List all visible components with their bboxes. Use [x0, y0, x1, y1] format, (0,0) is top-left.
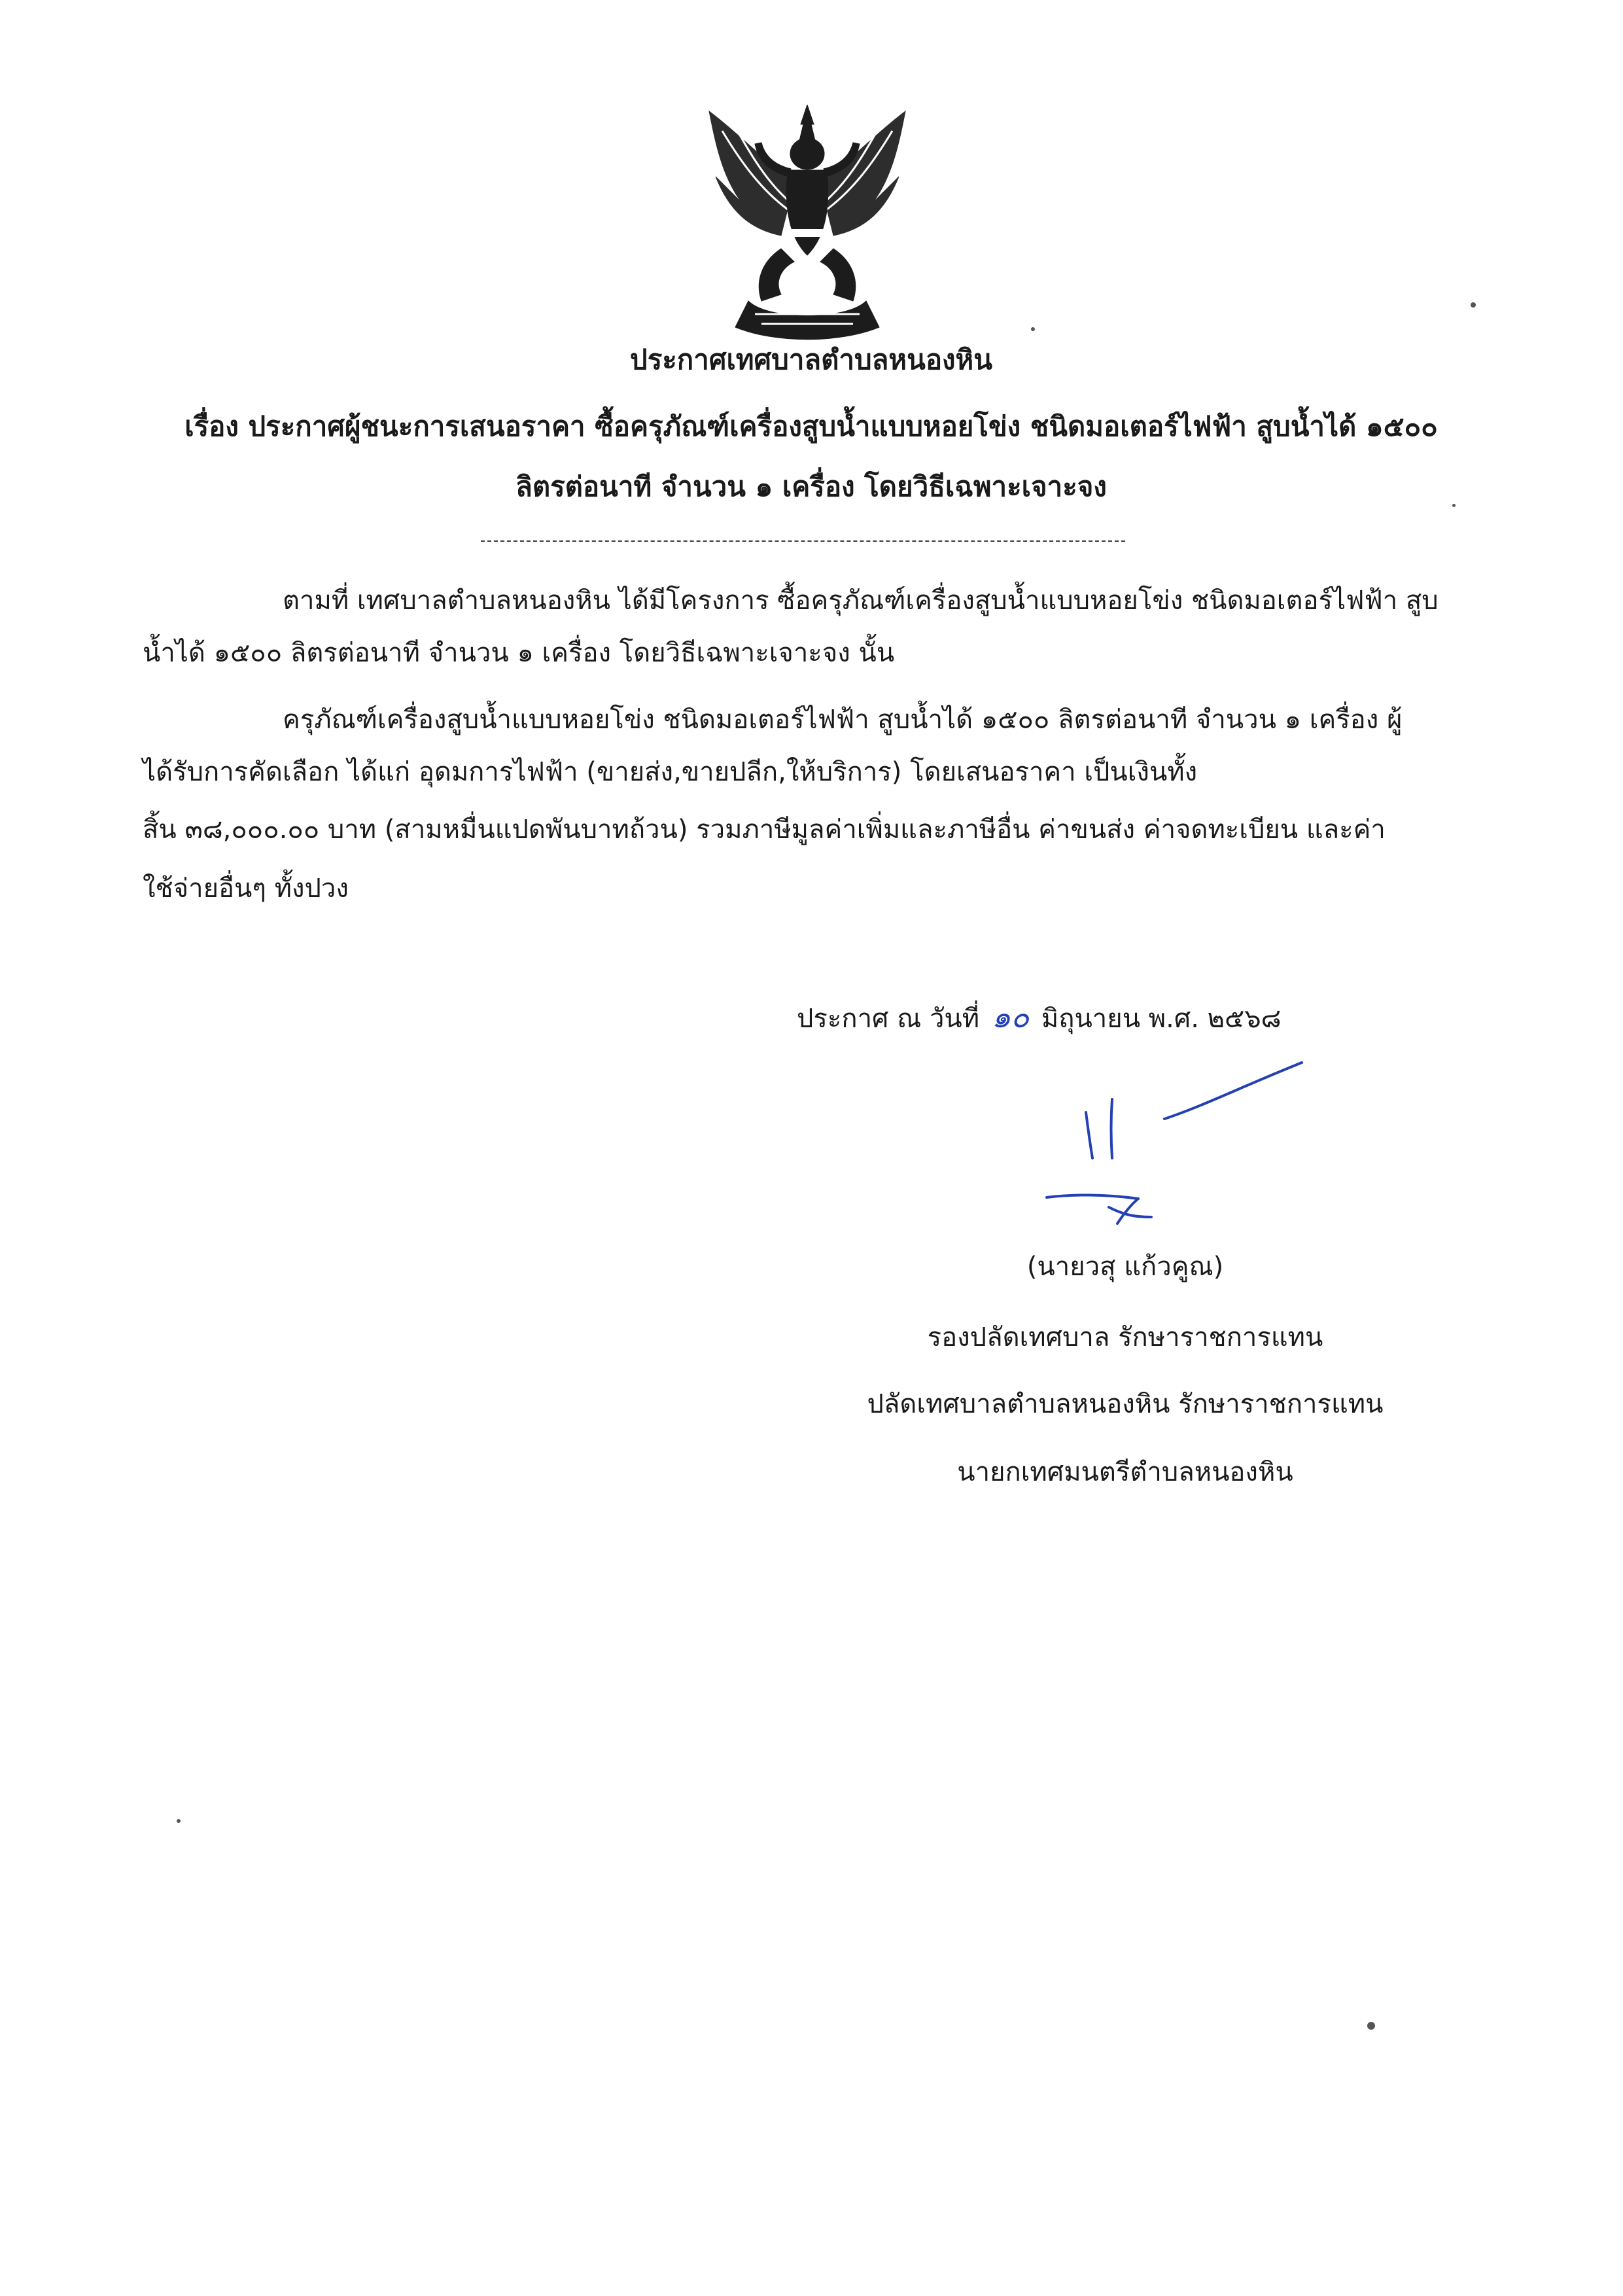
- garuda-emblem-icon: [696, 105, 918, 340]
- paragraph-2-line-1: ครุภัณฑ์เครื่องสูบน้ำแบบหอยโข่ง ชนิดมอเตอร์ไฟฟ้า สูบน้ำได้ ๑๕๐๐ ลิตรต่อนาที จำนวน ๑ เครื่อง ผู้: [283, 705, 1403, 735]
- divider: [481, 540, 1125, 542]
- subject-line-2: ลิตรต่อนาที จำนวน ๑ เครื่อง โดยวิธีเฉพาะเจาะจง: [515, 470, 1107, 503]
- handwritten-signature: [1034, 1060, 1321, 1243]
- signatory-position-1: รองปลัดเทศบาล รักษาราชการแทน: [927, 1322, 1323, 1352]
- announcement-date: [797, 998, 1282, 1037]
- date-prefix: ประกาศ ณ วันที่: [797, 1004, 980, 1034]
- paragraph-2-line-4: ใช้จ่ายอื่นๆ ทั้งปวง: [143, 874, 349, 904]
- paragraph-1-line-1: ตามที่ เทศบาลตำบลหนองหิน ได้มีโครงการ ซื้อครุภัณฑ์เครื่องสูบน้ำแบบหอยโข่ง ชนิดมอเตอร์ไฟฟ้า สูบ: [283, 586, 1439, 616]
- date-suffix: มิถุนายน พ.ศ. ๒๕๖๘: [1041, 1004, 1282, 1034]
- signatory-position-2: ปลัดเทศบาลตำบลหนองหิน รักษาราชการแทน: [867, 1389, 1384, 1419]
- paragraph-2-line-2: ได้รับการคัดเลือก ได้แก่ อุดมการไฟฟ้า (ขายส่ง,ขายปลีก,ให้บริการ) โดยเสนอราคา เป็นเงินทั้ง: [143, 757, 1198, 787]
- paragraph-1-line-2: น้ำได้ ๑๕๐๐ ลิตรต่อนาที จำนวน ๑ เครื่อง โดยวิธีเฉพาะเจาะจง นั้น: [143, 638, 895, 668]
- scan-speck: [177, 1819, 181, 1823]
- scan-speck: [1471, 302, 1476, 308]
- subject-line-1: เรื่อง ประกาศผู้ชนะการเสนอราคา ซื้อครุภัณฑ์เครื่องสูบน้ำแบบหอยโข่ง ชนิดมอเตอร์ไฟฟ้า สูบน้ำได้ ๑๕๐๐: [184, 410, 1438, 442]
- signatory-name: (นายวสุ แก้วคูณ): [1026, 1252, 1224, 1282]
- paragraph-2-line-3: สิ้น ๓๘,๐๐๐.๐๐ บาท (สามหมื่นแปดพันบาทถ้วน) รวมภาษีมูลค่าเพิ่มและภาษีอื่น ค่าขนส่ง ค่าจดทะเบียน และค่า: [143, 815, 1386, 845]
- scan-speck: [1031, 327, 1035, 331]
- scan-speck: [1452, 504, 1456, 507]
- date-day-handwritten: ๑๐: [991, 999, 1030, 1034]
- signatory-position-3: นายกเทศมนตรีตำบลหนองหิน: [957, 1457, 1293, 1487]
- scan-speck: [1367, 2022, 1375, 2030]
- document-title: ประกาศเทศบาลตำบลหนองหิน: [630, 344, 992, 376]
